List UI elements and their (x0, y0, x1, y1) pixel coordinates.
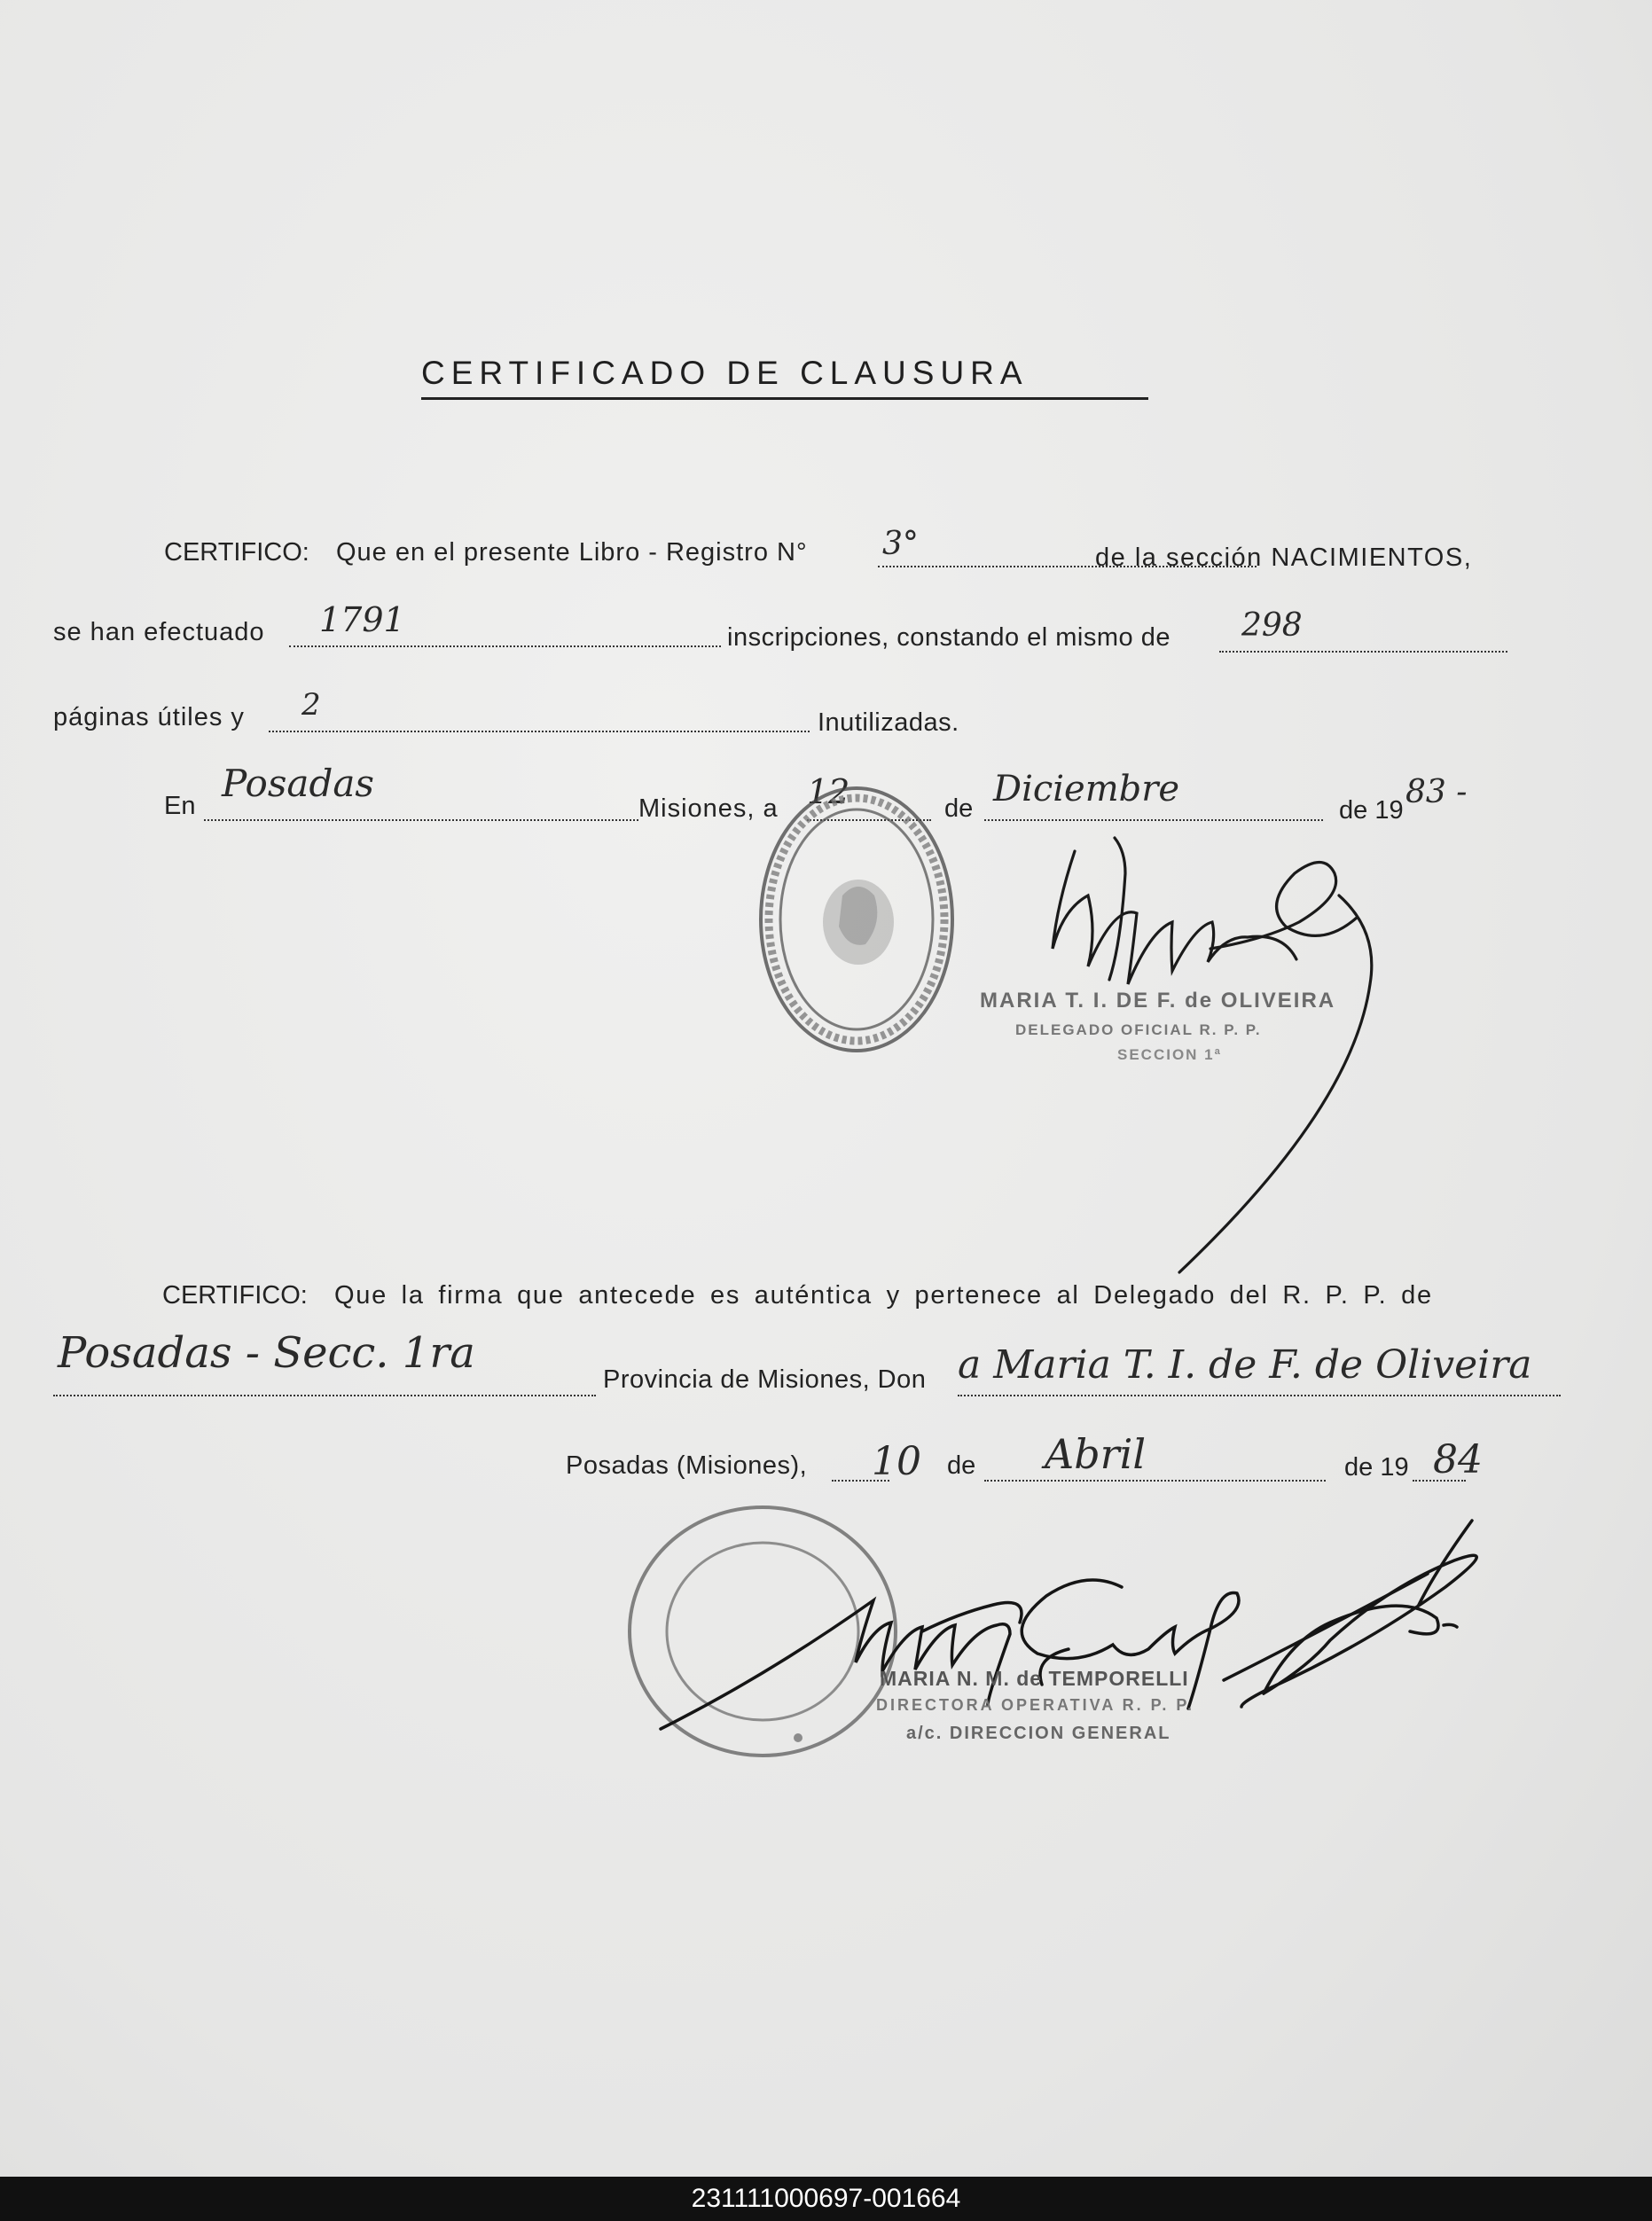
cert2-line1-text: Que la firma que antecede es auténtica y pertenece al Delegado del R. P. P. de (334, 1281, 1433, 1310)
cert1-province-text: Misiones, a (638, 794, 779, 823)
seal2 (630, 1507, 896, 1756)
day-value: 12 (807, 772, 850, 811)
cert1-line3-end: Inutilizadas. (818, 708, 959, 737)
person-value: a Maria T. I. de F. de Oliveira (958, 1342, 1532, 1388)
document-id-footer: 231111000697-001664 (0, 2177, 1652, 2221)
stamp2-dept: a/c. DIRECCION GENERAL (906, 1724, 1171, 1743)
cert1-certifico-label: CERTIFICO: (164, 538, 309, 567)
cert1-line2-start: se han efectuado (53, 618, 265, 646)
cert2-year-label: de 19 (1344, 1453, 1409, 1482)
stamp1-seccion: SECCION 1ª (1117, 1046, 1222, 1063)
place2-value: Posadas - Secc. 1ra (58, 1328, 475, 1378)
stamp1-role: DELEGADO OFICIAL R. P. P. (1015, 1021, 1262, 1038)
stamp1-name: MARIA T. I. DE F. de OLIVEIRA (980, 989, 1336, 1013)
cert1-line1-text: Que en el presente Libro - Registro N° (336, 538, 808, 567)
stamp2-role: DIRECTORA OPERATIVA R. P. P. (876, 1696, 1195, 1714)
stamp2-name: MARIA N. M. de TEMPORELLI (880, 1667, 1189, 1690)
year-value: 83 - (1405, 774, 1468, 810)
month-value: Diciembre (993, 769, 1180, 809)
day2-value: 10 (872, 1439, 921, 1484)
inscriptions-value: 1791 (319, 600, 405, 639)
pages-value: 298 (1241, 607, 1303, 644)
cert1-line2-mid: inscripciones, constando el mismo de (727, 623, 1170, 652)
cert1-line1-end: de la sección NACIMIENTOS, (1095, 544, 1473, 572)
cert1-place-label: En (164, 792, 196, 820)
cert1-year-label: de 19 (1339, 796, 1404, 825)
cert2-certifico-label: CERTIFICO: (162, 1281, 308, 1310)
year2-value: 84 (1433, 1437, 1483, 1482)
place-value: Posadas (222, 762, 374, 805)
cert1-month-label: de (944, 794, 974, 823)
cert2-province-text: Provincia de Misiones, Don (603, 1365, 927, 1394)
month2-value: Abril (1045, 1430, 1147, 1478)
cert2-city-text: Posadas (Misiones), (566, 1451, 808, 1480)
document-title: CERTIFICADO DE CLAUSURA (421, 355, 1148, 400)
cert1-line3-start: páginas útiles y (53, 703, 245, 731)
unused-value: 2 (301, 687, 321, 723)
cert2-month-label: de (947, 1451, 976, 1480)
book-number-value: 3° (882, 526, 919, 562)
